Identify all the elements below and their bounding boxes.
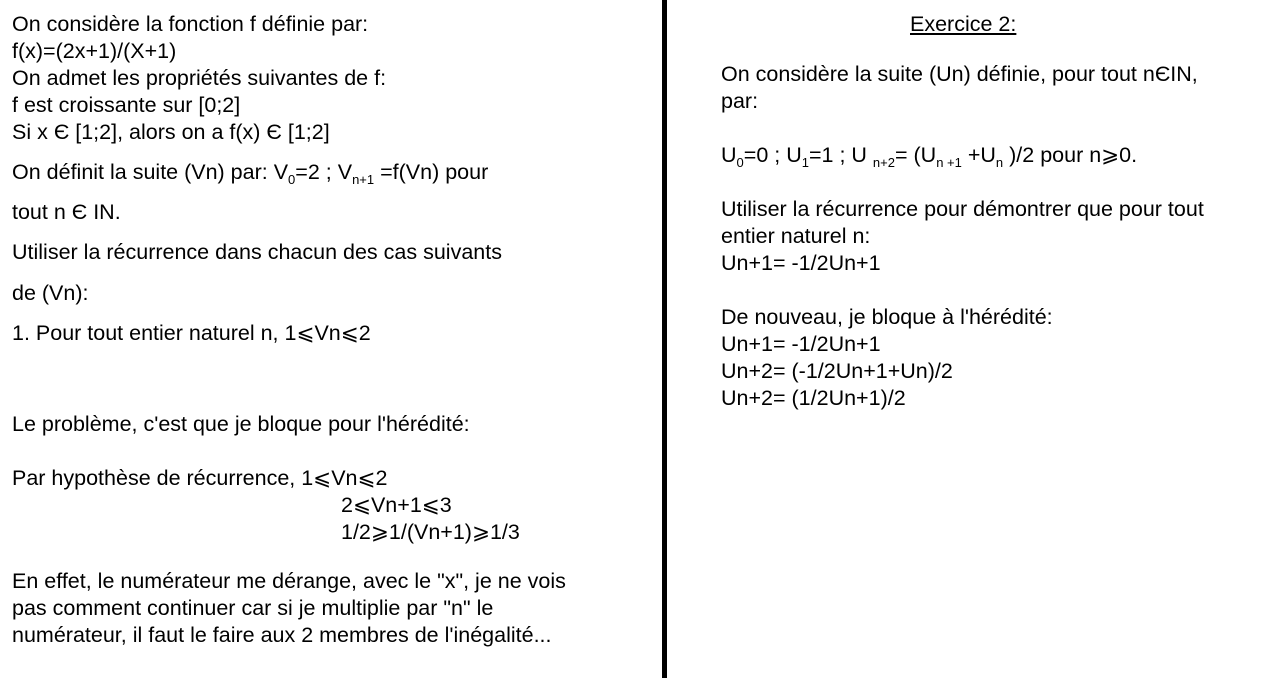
left-column [12,0,662,678]
text-line: En effet, le numérateur me dérange, avec le "x", je ne vois [12,569,566,593]
text-line: Le problème, c'est que je bloque pour l'hérédité: [12,412,470,436]
subscript: n +1 [936,155,962,170]
text-part: U [721,143,737,167]
text-line: numérateur, il faut le faire aux 2 membres de l'inégalité... [12,623,552,647]
subscript: n+1 [352,172,375,187]
text-line: De nouveau, je bloque à l'hérédité: [721,305,1053,329]
text-line: Utiliser la récurrence pour démontrer que pour tout [721,197,1204,221]
right-column [721,0,1281,678]
subscript: 0 [736,155,744,170]
text-line: Utiliser la récurrence dans chacun des cas suivants [12,240,502,264]
text-part: )/2 pour n⩾0. [1003,143,1138,167]
inequality-line: 2⩽Vn+1⩽3 [341,493,452,517]
exercise-title: Exercice 2: [910,12,1017,36]
text-line: f est croissante sur [0;2] [12,93,241,117]
text-part: =f(Vn) pour [374,160,489,184]
question-1: 1. Pour tout entier naturel n, 1⩽Vn⩽2 [12,321,371,345]
subscript: n+2 [872,155,895,170]
subscript: 0 [288,172,296,187]
inequality-line: 1/2⩾1/(Vn+1)⩾1/3 [341,520,520,544]
subscript: 1 [801,155,809,170]
equation-line: Un+1= -1/2Un+1 [721,251,881,275]
text-line: On considère la suite (Un) définie, pour tout nЄIN, [721,62,1198,86]
sequence-definition [721,142,1137,168]
text-line: On considère la fonction f définie par: [12,12,369,36]
column-divider [662,0,667,678]
text-line: de (Vn): [12,281,89,305]
text-part: =0 ; U [743,143,802,167]
equation-line: Un+2= (-1/2Un+1+Un)/2 [721,359,953,383]
text-line: tout n Є IN. [12,200,121,224]
text-part: On définit la suite (Vn) par: V [12,160,289,184]
text-line: entier naturel n: [721,224,871,248]
sequence-definition [12,159,488,185]
text-part: +U [961,143,996,167]
subscript: n [995,155,1004,170]
text-line: Par hypothèse de récurrence, 1⩽Vn⩽2 [12,466,388,490]
text-part: = (U [894,143,937,167]
text-part: =2 ; V [295,160,353,184]
text-line: pas comment continuer car si je multiplie par "n" le [12,596,494,620]
equation-line: Un+1= -1/2Un+1 [721,332,881,356]
equation-line: Un+2= (1/2Un+1)/2 [721,386,906,410]
text-line: On admet les propriétés suivantes de f: [12,66,387,90]
function-definition: f(x)=(2x+1)/(X+1) [12,39,177,63]
text-line: par: [721,89,759,113]
text-line: Si x Є [1;2], alors on a f(x) Є [1;2] [12,120,330,144]
text-part: =1 ; U [808,143,873,167]
